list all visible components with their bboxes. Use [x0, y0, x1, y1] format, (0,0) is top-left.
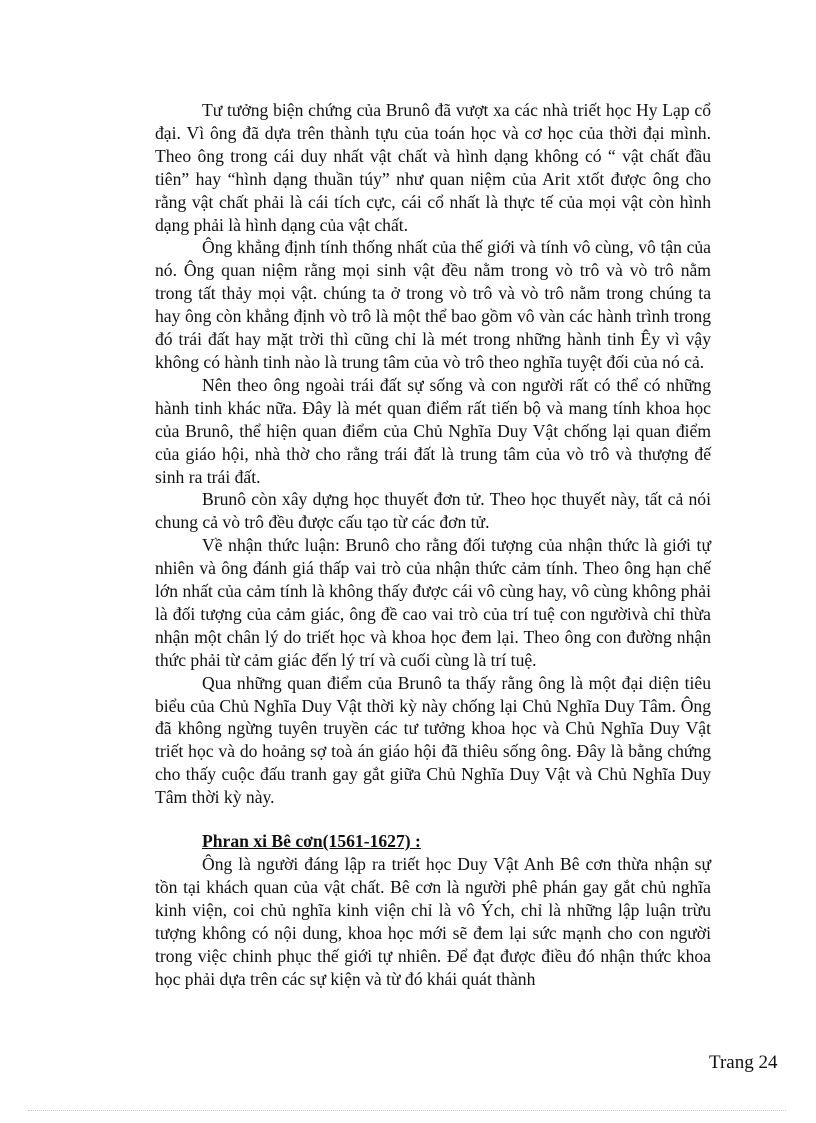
section-heading-bacon: Phran xi Bê cơn(1561-1627) :	[202, 831, 421, 852]
paragraph-bruno-dialectics: Tư tưởng biện chứng của Brunô đã vượt xa các nhà triết học Hy Lạp cổ đại. Vì ông đã dựa trên thành tựu của toán học và cơ học của thời đại mình. Theo ông trong cái duy nhất vật chất và hình dạng không có “ vật chất đầu tiên” hay “hình dạng thuần túy” như quan niệm của Arit xtốt được ông cho rằng vật chất phải là cái tích cực, cái cổ nhất là thực tế của mọi vật còn hình dạng phải là hình dạng của vật chất.	[155, 100, 711, 235]
paragraph-other-planets: Nên theo ông ngoài trái đất sự sống và con người rất có thể có những hành tinh khác nữa. Đây là mét quan điểm rất tiến bộ và mang tính khoa học của Brunô, thể hiện quan điểm của Chủ Nghĩa Duy Vật chống lại quan điểm của giáo hội, nhà thờ cho rằng trái đất là trung tâm của vò trô và thượng đế sinh ra trái đất.	[155, 374, 711, 487]
paragraph-epistemology: Về nhận thức luận: Brunô cho rằng đối tượng của nhận thức là giới tự nhiên và ông đánh giá thấp vai trò của nhận thức cảm tính. Theo ông hạn chế lớn nhất của cảm tính là không thấy được cái vô cùng hay, vô cùng không phải là đối tượng của cảm giác, ông đề cao vai trò của trí tuệ con ngườivà chỉ thừa nhận một chân lý do triết học và khoa học đem lại. Theo ông con đường nhận thức phải từ cảm giác đến lý trí và cuối cùng là trí tuệ.	[155, 535, 711, 670]
paragraph-conclusion: Qua những quan điểm của Brunô ta thấy rằng ông là một đại diện tiêu biểu của Chủ Nghĩa Duy Vật thời kỳ này chống lại Chủ Nghĩa Duy Tâm. Ông đã không ngừng tuyên truyền các tư tưởng khoa học và Chủ Nghĩa Duy Vật triết học và do hoảng sợ toà án giáo hội đã thiêu sống ông. Đây là bằng chứng cho thấy cuộc đấu tranh gay gắt giữa Chủ Nghĩa Duy Vật và Chủ Nghĩa Duy Tâm thời kỳ này.	[155, 672, 711, 808]
paragraph-bacon-intro: Ông là người đáng lập ra triết học Duy Vật Anh Bê cơn thừa nhận sự tồn tại khách quan của vật chất. Bê cơn là người phê phán gay gắt chủ nghĩa kinh viện, coi chủ nghĩa kinh viện chỉ là vô Ých, chỉ là những lập luận trừu tượng không có nội dung, khoa học mới sẽ đem lại sức mạnh cho con người trong việc chinh phục thế giới tự nhiên. Để đạt được điều đó nhận thức khoa học phải dựa trên các sự kiện và từ đó khái quát thành	[155, 854, 711, 989]
paragraph-monad-theory: Brunô còn xây dựng học thuyết đơn tử. Theo học thuyết này, tất cả nói chung cả vò trô đều được cấu tạo từ các đơn tử.	[155, 489, 711, 533]
page-number: Trang 24	[709, 1052, 778, 1073]
footer-divider	[28, 1110, 786, 1111]
paragraph-unity-of-world: Ông khẳng định tính thống nhất của thế giới và tính vô cùng, vô tận của nó. Ông quan niệm rằng mọi sinh vật đều nằm trong vò trô và vò trô nằm trong tất thảy mọi vật. chúng ta ở trong vò trô và vò trô nằm trong chúng ta hay ông còn khẳng định vò trô là một thể bao gồm vô vàn các hành trình trong đó trái đất hay mặt trời thì cũng chỉ là mét trong những hành tinh Êy vì vậy không có hành tinh nào là trung tâm của vò trô theo nghĩa tuyệt đối của nó cả.	[155, 237, 711, 372]
body-text	[155, 99, 711, 990]
